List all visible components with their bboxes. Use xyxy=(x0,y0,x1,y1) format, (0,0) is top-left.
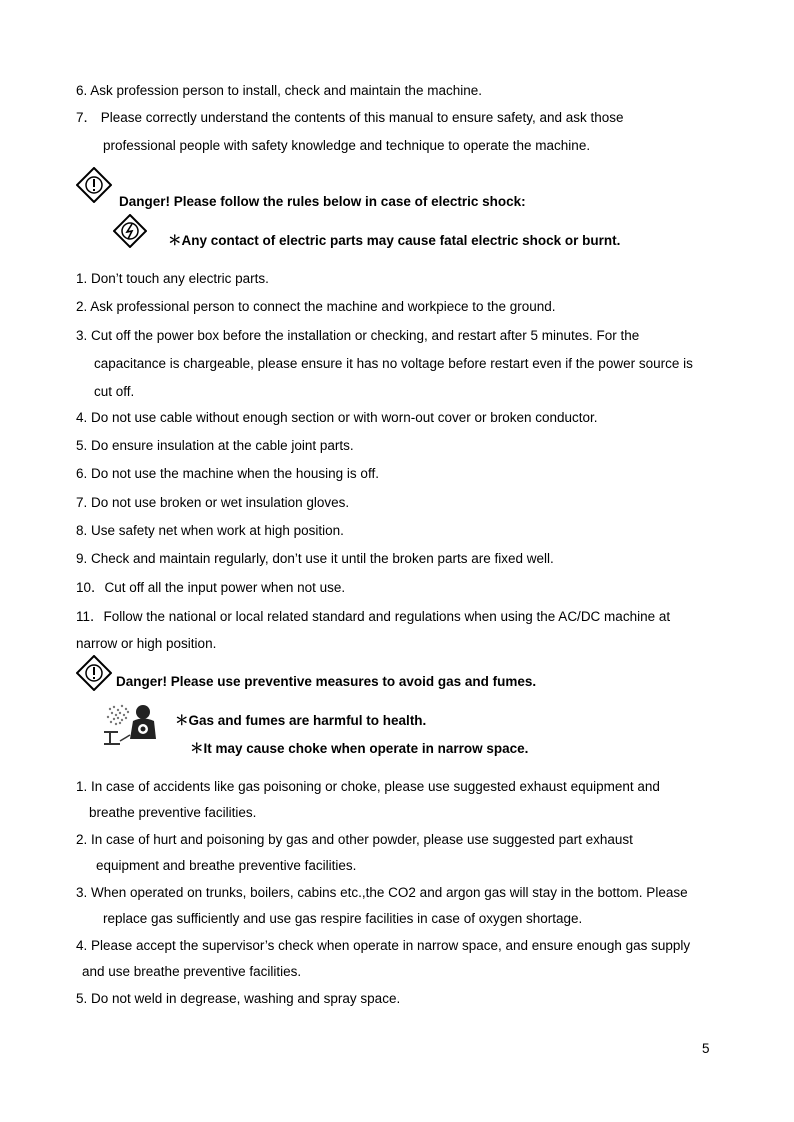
electric-rule-cont: cut off. xyxy=(94,384,135,399)
electric-rule: 10．Cut off all the input power when not use. xyxy=(76,580,346,595)
electric-rule: 2. Ask professional person to connect the machine and workpiece to the ground. xyxy=(76,299,556,314)
electric-shock-subheading: ＊Any contact of electric parts may cause fatal electric shock or burnt. xyxy=(168,233,621,248)
electric-rule: 9. Check and maintain regularly, don’t use it until the broken parts are fixed well. xyxy=(76,551,554,566)
electric-rule: 8. Use safety net when work at high position. xyxy=(76,523,344,538)
electric-rule: 11．Follow the national or local related standard and regulations when using the AC/DC machine at xyxy=(76,609,671,624)
danger-warning-icon xyxy=(76,167,112,203)
gas-rule: 5. Do not weld in degrease, washing and spray space. xyxy=(76,991,401,1006)
electric-shock-heading: Danger! Please follow the rules below in case of electric shock: xyxy=(119,194,526,209)
electric-rule: 6. Do not use the machine when the housing is off. xyxy=(76,466,379,481)
intro-item-6: 6. Ask profession person to install, check and maintain the machine. xyxy=(76,83,482,98)
gas-rule: 2. In case of hurt and poisoning by gas and other powder, please use suggested part exhaust xyxy=(76,832,633,847)
electric-rule: 3. Cut off the power box before the installation or checking, and restart after 5 minutes. For the xyxy=(76,328,640,343)
gas-rule-cont: equipment and breathe preventive facilities. xyxy=(96,858,357,873)
gas-rule: 3. When operated on trunks, boilers, cabins etc.,the CO2 and argon gas will stay in the bottom. Please xyxy=(76,885,688,900)
intro-item-7-cont: professional people with safety knowledge and technique to operate the machine. xyxy=(103,138,591,153)
intro-item-7: 7． Please correctly understand the contents of this manual to ensure safety, and ask those xyxy=(76,110,624,125)
electric-rule: 4. Do not use cable without enough section or with worn-out cover or broken conductor. xyxy=(76,410,598,425)
page-number: 5 xyxy=(702,1041,710,1056)
fumes-hazard-icon xyxy=(100,703,160,753)
gas-heading: Danger! Please use preventive measures to avoid gas and fumes. xyxy=(116,674,537,689)
electric-rule: 7. Do not use broken or wet insulation gloves. xyxy=(76,495,350,510)
electric-shock-icon xyxy=(113,214,147,248)
electric-rule: 5. Do ensure insulation at the cable joint parts. xyxy=(76,438,354,453)
gas-note-health: ＊Gas and fumes are harmful to health. xyxy=(175,713,427,728)
gas-rule-cont: breathe preventive facilities. xyxy=(89,805,257,820)
gas-note-choke: ＊It may cause choke when operate in narrow space. xyxy=(190,741,529,756)
gas-rule-cont: replace gas sufficiently and use gas respire facilities in case of oxygen shortage. xyxy=(103,911,583,926)
danger-warning-icon xyxy=(76,655,112,691)
electric-rule-cont: narrow or high position. xyxy=(76,636,217,651)
electric-rule-cont: capacitance is chargeable, please ensure it has no voltage before restart even if the power source is xyxy=(94,356,693,371)
gas-rule-cont: and use breathe preventive facilities. xyxy=(82,964,302,979)
gas-rule: 4. Please accept the supervisor’s check when operate in narrow space, and ensure enough gas supply xyxy=(76,938,691,953)
electric-rule: 1. Don’t touch any electric parts. xyxy=(76,271,269,286)
gas-rule: 1. In case of accidents like gas poisoning or choke, please use suggested exhaust equipment and xyxy=(76,779,660,794)
